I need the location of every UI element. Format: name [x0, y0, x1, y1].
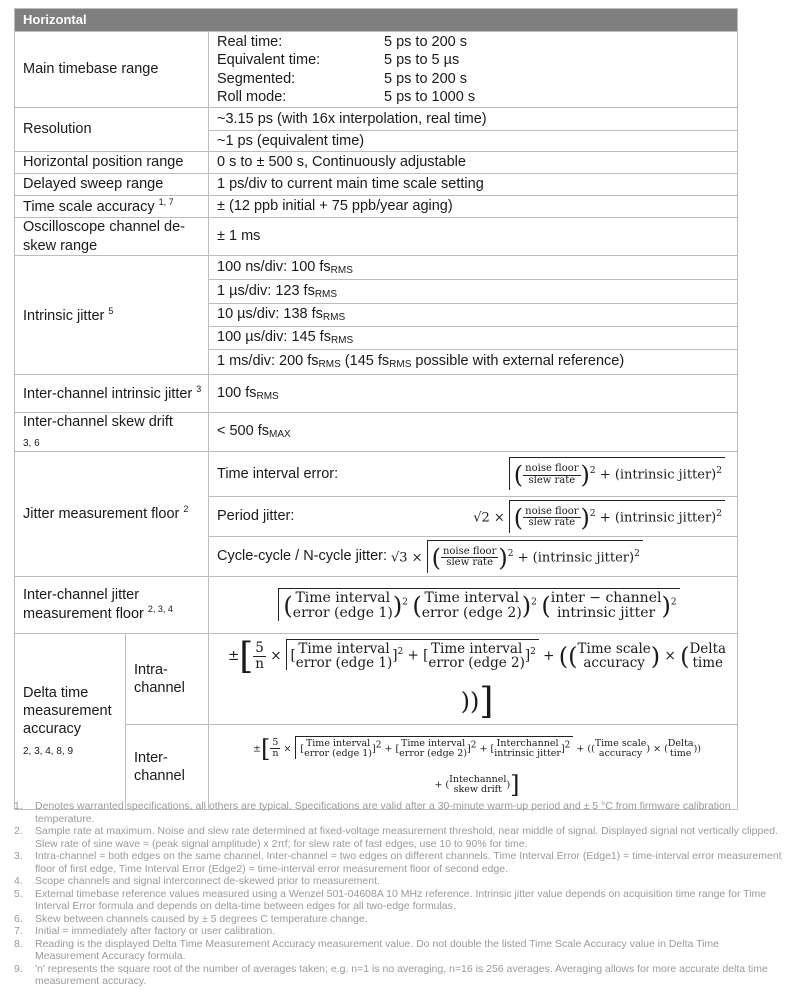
- ic-jitter-floor-formula: ( Time interval error (edge 1) )$^2$ ( Time interval error (edge 2) )$^2$ ( inter − channel intrinsic jitter )$^2$: [209, 576, 738, 633]
- footnote: 6. Skew between channels caused by ± 5 degrees C temperature change.: [14, 912, 368, 925]
- footnote: 1. Denotes warranted specifications, all others are typical. Specifications are valid after a 30-minute warm-up period and ± 5 °C from firmware calibration temperature.: [14, 800, 731, 825]
- horizontal-position-value: 0 s to ± 500 s, Continuously adjustable: [209, 152, 738, 174]
- intra-channel-formula: ±[ $\frac{5}{n}$ × [ Time interval error (edge 1) ]$^2$ + [ Time interval error (edge 2) ]$^2$ + (( Time scale accuracy ) × ( Delta time ))]: [209, 633, 738, 724]
- intrinsic-jitter-row: 10 µs/div: 138 $fs_{RMS}$: [209, 304, 738, 327]
- timebase-mode: Roll mode:: [217, 88, 287, 105]
- timebase-range: 5 ps to 1000 s: [384, 88, 476, 105]
- jitter-floor-row: Period jitter: √2 × ( $\frac{\text{noise floor}}{\text{slew rate}}$ )$^2$ + (intrinsic jitter)$^2$: [209, 496, 738, 536]
- footnote: 9. 'n' represents the square root of the number of averages taken; e.g. n=1 is no averaging, n=16 is 256 averages. Averaging allows for more accurate delta time measurement accuracy.: [14, 962, 768, 987]
- jitter-floor-row: Time interval error: ( $\frac{\text{noise floor}}{\text{slew rate}}$ )$^2$ + (intrinsic jitter)$^2$: [209, 451, 738, 496]
- skew-drift-label: Inter-channel skew drift $_{3, 6}$: [15, 413, 209, 452]
- intrinsic-jitter-row: 1 µs/div: 123 $fs_{RMS}$: [209, 280, 738, 304]
- inter-channel-formula: ±[ $\frac{5}{n}$ × [ Time interval error (edge 1) ]$^2$ + [ Time interval error (edge 2) ]$^2$ + [ Interchannel intrinsic jitter ]$^2$ + (( Time scale accuracy ) × ( Delta time )) + ( Intechannel skew drift )]: [209, 724, 738, 809]
- footnote: 2. Sample rate at maximum. Noise and slew rate determined at fixed-voltage measurement threshold, near middle of signal. Displayed signal not vertically clipped. Slew rate of sine wave = (peak signal amplitude) x 2πf; for slew rate of fast edges, use 10 to 90% for time.: [14, 825, 778, 850]
- intrinsic-jitter-label: Intrinsic jitter $^5$: [15, 256, 209, 375]
- section-title: Horizontal: [15, 9, 738, 32]
- jitter-floor-label: Jitter measurement floor $^2$: [15, 451, 209, 576]
- timebase-mode: Equivalent time:: [217, 52, 321, 69]
- inter-channel-jitter-value: 100 $fs_{RMS}$: [209, 375, 738, 413]
- ic-jitter-floor-label: Inter-channel jitter measurement floor $^{2, 3, 4}$: [15, 576, 209, 633]
- footnote: 8. Reading is the displayed Delta Time Measurement Accuracy measurement value. Do not double the listed Time Scale Accuracy value in Delta Time Measurement Accuracy formula.: [14, 937, 720, 962]
- resolution-label: Resolution: [15, 108, 209, 152]
- deskew-value: ± 1 ms: [209, 218, 738, 256]
- horizontal-position-label: Horizontal position range: [15, 152, 209, 174]
- timebase-mode: Segmented:: [217, 70, 296, 87]
- skew-drift-value: < 500 $fs_{MAX}$: [209, 413, 738, 452]
- resolution-value: ~3.15 ps (with 16x interpolation, real time): [209, 108, 738, 131]
- resolution-value: ~1 ps (equivalent time): [209, 131, 738, 152]
- main-timebase-label: Main timebase range: [15, 32, 209, 108]
- timebase-range: 5 ps to 200 s: [384, 34, 468, 51]
- inter-channel-jitter-label: Inter-channel intrinsic jitter $^3$: [15, 375, 209, 413]
- footnote: 5. External timebase reference values measured using a Wenzel 501-04608A 10 MHz reference. Intrinsic jitter value depends on acquisition time range for Time Interval Error formula and depends on delta-time between edges for all two-edge formulas.: [14, 887, 767, 912]
- intrinsic-jitter-row: 100 ns/div: 100 $fs_{RMS}$: [209, 256, 738, 280]
- intrinsic-jitter-row: 100 µs/div: 145 $fs_{RMS}$: [209, 327, 738, 350]
- footnote: 3. Intra-channel = both edges on the same channel, Inter-channel = two edges on different channels. Time Interval Error (Edge1) = time-interval error measurement floor of first edge, Time Interval Error (Edge2) = time-interval error measurement floor of second edge.: [14, 850, 782, 875]
- timebase-range: 5 ps to 200 s: [384, 70, 468, 87]
- delta-time-label: Delta time measurement accuracy $_{2, 3, 4, 8, 9}$: [15, 633, 126, 809]
- delayed-sweep-value: 1 ps/div to current main time scale setting: [209, 174, 738, 196]
- horizontal-spec-table: [14, 8, 738, 810]
- time-scale-accuracy-label: Time scale accuracy $^{1, 7}$: [15, 196, 209, 218]
- delayed-sweep-label: Delayed sweep range: [15, 174, 209, 196]
- jitter-floor-row: Cycle-cycle / N-cycle jitter: √3 × ( $\frac{\text{noise floor}}{\text{slew rate}}$ )$^2$ + (intrinsic jitter)$^2$: [209, 536, 738, 576]
- footnote: 7. Initial = immediately after factory or user calibration.: [14, 925, 276, 937]
- timebase-range: 5 ps to 5 µs: [384, 52, 460, 69]
- inter-channel-label: Inter-channel: [126, 724, 209, 809]
- footnote: 4. Scope channels and signal interconnect de-skewed prior to measurement.: [14, 875, 380, 887]
- intra-channel-label: Intra-channel: [126, 633, 209, 724]
- timebase-mode: Real time:: [217, 34, 283, 51]
- main-timebase-values: [209, 32, 738, 108]
- intrinsic-jitter-row: 1 ms/div: 200 $fs_{RMS}$ (145 $fs_{RMS}$ possible with external reference): [209, 350, 738, 375]
- time-scale-accuracy-value: ± (12 ppb initial + 75 ppb/year aging): [209, 196, 738, 218]
- footnotes: [14, 800, 784, 988]
- deskew-label: Oscilloscope channel de-skew range: [15, 218, 209, 256]
